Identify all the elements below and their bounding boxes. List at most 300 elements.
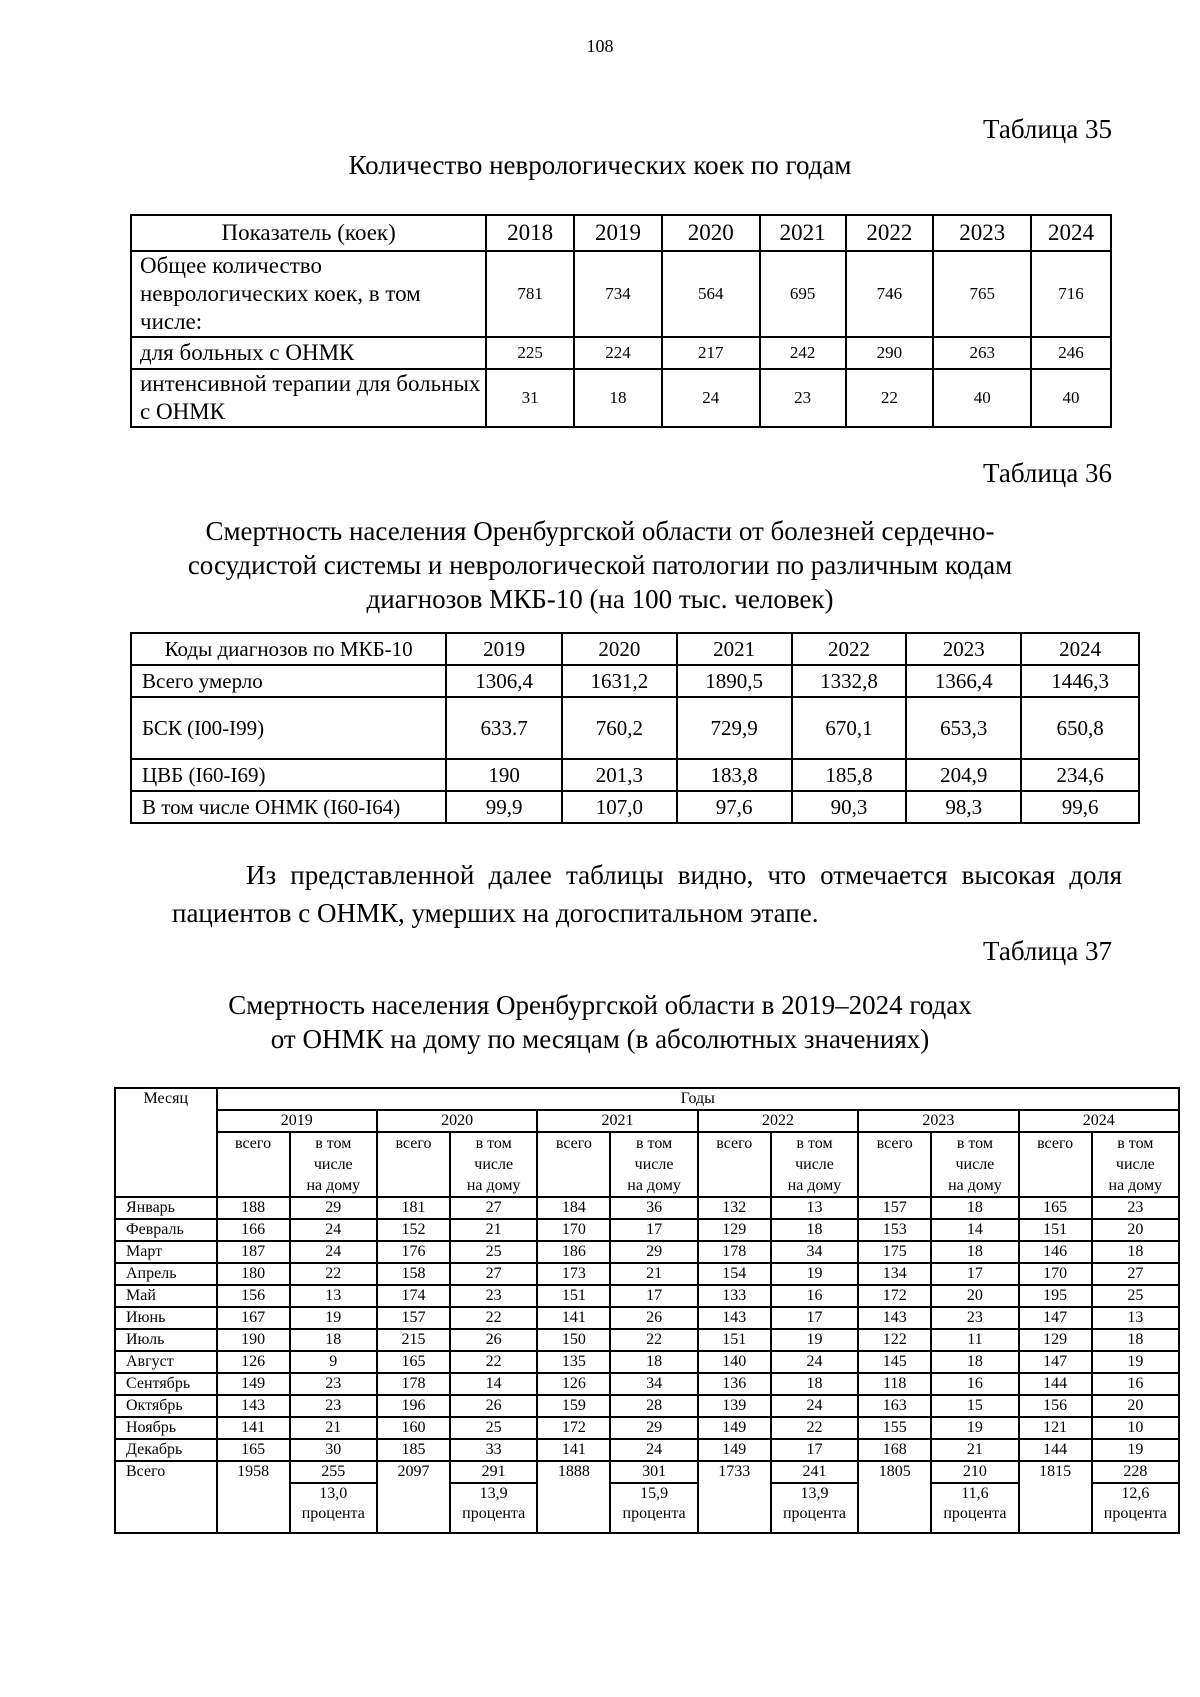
table37-month: Июль (115, 1329, 217, 1351)
table37-cell: 25 (450, 1417, 537, 1439)
table37-cell: 184 (537, 1197, 610, 1219)
table36-cell: 653,3 (906, 697, 1021, 759)
table37-cell: 13 (1092, 1307, 1179, 1329)
table37-cell: 190 (217, 1329, 290, 1351)
table37-row (115, 1417, 1179, 1439)
table37-cell: 20 (931, 1285, 1018, 1307)
table36 (130, 632, 1140, 824)
table37-cell: 151 (1019, 1219, 1092, 1241)
table37-cell: 10 (1092, 1417, 1179, 1439)
table37-row (115, 1219, 1179, 1241)
table37-cell: 154 (698, 1263, 771, 1285)
table36-cell: 650,8 (1021, 697, 1139, 759)
table37-cell: 136 (698, 1373, 771, 1395)
table37-cell: 159 (537, 1395, 610, 1417)
table37-year-header: 2021 (537, 1110, 697, 1132)
table37-cell: 17 (610, 1219, 697, 1241)
table37-total-cell: 1888 (537, 1461, 610, 1533)
table37 (114, 1087, 1180, 1534)
table37-cell: 22 (771, 1417, 858, 1439)
table37-month: Декабрь (115, 1439, 217, 1461)
table37-cell: 27 (450, 1197, 537, 1219)
table35-header-year: 2023 (933, 215, 1031, 251)
table37-sub-home-line: на дому (466, 1177, 521, 1194)
table36-cell: 1446,3 (1021, 665, 1139, 697)
table37-total-cell: 291 (450, 1461, 537, 1483)
table37-cell: 18 (290, 1329, 377, 1351)
table37-cell: 145 (858, 1351, 931, 1373)
table37-cell: 29 (290, 1197, 377, 1219)
table37-sub-home-line: числе (313, 1156, 353, 1173)
table35-cell: 225 (486, 337, 574, 369)
table37-cell: 126 (217, 1351, 290, 1373)
table36-title-line: Смертность населения Оренбургской области от болезней сердечно- (205, 516, 995, 546)
table37-cell: 153 (858, 1219, 931, 1241)
table37-cell: 176 (377, 1241, 450, 1263)
table37-percent-word: процента (622, 1505, 686, 1522)
table35-header-year: 2019 (574, 215, 662, 251)
table37-cell: 18 (931, 1351, 1018, 1373)
table36-header-label: Коды диагнозов по МКБ-10 (131, 633, 446, 665)
table37-cell: 180 (217, 1263, 290, 1285)
table36-header-year: 2024 (1021, 633, 1139, 665)
table35-header-label: Показатель (коек) (131, 215, 486, 251)
table37-sub-home-line: на дому (306, 1177, 361, 1194)
table37-cell: 14 (931, 1219, 1018, 1241)
table37-cell: 146 (1019, 1241, 1092, 1263)
table37-row (115, 1263, 1179, 1285)
table35-cell: 31 (486, 369, 574, 427)
table36-title-line: сосудистой системы и неврологической патологии по различным кодам (187, 550, 1013, 580)
table35-cell: 695 (760, 251, 846, 337)
table37-sub-home-line: числе (795, 1156, 834, 1173)
table36-cell: 107,0 (562, 791, 677, 823)
table37-row (115, 1285, 1179, 1307)
table37-sub-home-line: в том (315, 1135, 352, 1152)
table37-cell: 163 (858, 1395, 931, 1417)
table35-cell: 18 (574, 369, 662, 427)
table37-cell: 23 (290, 1373, 377, 1395)
table36-row-label: ЦВБ (I60-I69) (131, 759, 446, 791)
table37-sub-home-line: на дому (627, 1177, 681, 1194)
table37-cell: 140 (698, 1351, 771, 1373)
table35-row (131, 369, 1111, 427)
table37-year-header: 2020 (377, 1110, 537, 1132)
table35-header-year: 2021 (760, 215, 846, 251)
table37-month: Ноябрь (115, 1417, 217, 1439)
table37-cell: 170 (537, 1219, 610, 1241)
table37-cell: 16 (1092, 1373, 1179, 1395)
table36-cell: 185,8 (792, 759, 907, 791)
table37-cell: 152 (377, 1219, 450, 1241)
table37-cell: 21 (450, 1219, 537, 1241)
table37-cell: 141 (537, 1439, 610, 1461)
table37-row (115, 1373, 1179, 1395)
table35-cell: 781 (486, 251, 574, 337)
table37-cell: 22 (450, 1307, 537, 1329)
table37-cell: 17 (771, 1307, 858, 1329)
table37-cell: 34 (771, 1241, 858, 1263)
table37-total-cell: 2097 (377, 1461, 450, 1533)
table37-cell: 151 (698, 1329, 771, 1351)
table37-cell: 151 (537, 1285, 610, 1307)
table36-number: Таблица 36 (983, 458, 1112, 488)
table37-sub-total: всего (1019, 1132, 1092, 1197)
table36-cell: 760,2 (562, 697, 677, 759)
table35-cell: 40 (933, 369, 1031, 427)
table37-cell: 26 (610, 1307, 697, 1329)
table35-row (131, 251, 1111, 337)
table37-cell: 157 (858, 1197, 931, 1219)
table37-cell: 144 (1019, 1439, 1092, 1461)
table36-header-year: 2023 (906, 633, 1021, 665)
table37-cell: 9 (290, 1351, 377, 1373)
table36-cell: 729,9 (677, 697, 792, 759)
table37-cell: 122 (858, 1329, 931, 1351)
table36-cell: 99,6 (1021, 791, 1139, 823)
table37-percent-word: процента (462, 1505, 526, 1522)
table37-title-line: от ОНМК на дому по месяцам (в абсолютных значениях) (270, 1024, 930, 1054)
table36-row-label: Всего умерло (131, 665, 446, 697)
table37-cell: 13 (771, 1197, 858, 1219)
table37-cell: 36 (610, 1197, 697, 1219)
table37-cell: 11 (931, 1329, 1018, 1351)
table37-percent-word: процента (301, 1505, 365, 1522)
table37-cell: 143 (217, 1395, 290, 1417)
table37-cell: 195 (1019, 1285, 1092, 1307)
table36-cell: 670,1 (792, 697, 907, 759)
table37-cell: 33 (450, 1439, 537, 1461)
table37-total-cell: 210 (931, 1461, 1018, 1483)
table37-percent-value: 13,9 (800, 1485, 829, 1502)
table37-cell: 143 (858, 1307, 931, 1329)
table35-row (131, 337, 1111, 369)
table37-cell: 178 (698, 1241, 771, 1263)
table35-row-label: для больных с ОНМК (131, 337, 486, 369)
table37-cell: 21 (610, 1263, 697, 1285)
table37-year-header: 2019 (217, 1110, 377, 1132)
table37-cell: 23 (450, 1285, 537, 1307)
table37-percent-value: 15,9 (640, 1485, 669, 1502)
table36-title-line: диагнозов МКБ-10 (на 100 тыс. человек) (366, 584, 834, 614)
table37-sub-home-line: на дому (787, 1177, 842, 1194)
table37-cell: 25 (1092, 1285, 1179, 1307)
table37-sub-home-line: числе (955, 1156, 995, 1173)
table35-row-label: Общее количество неврологических коек, в том числе: (131, 251, 486, 337)
table37-title-line: Смертность населения Оренбургской области в 2019–2024 годах (228, 990, 972, 1020)
table35-header-year: 2018 (486, 215, 574, 251)
table37-cell: 196 (377, 1395, 450, 1417)
table37-cell: 186 (537, 1241, 610, 1263)
table37-cell: 149 (698, 1439, 771, 1461)
table37-sub-home-line: на дому (1108, 1177, 1163, 1194)
table37-cell: 19 (290, 1307, 377, 1329)
table37-cell: 15 (931, 1395, 1018, 1417)
table37-cell: 24 (290, 1219, 377, 1241)
table37-percent-value: 11,6 (961, 1485, 989, 1502)
table37-cell: 147 (1019, 1307, 1092, 1329)
table37-cell: 150 (537, 1329, 610, 1351)
table37-sub-home (1092, 1132, 1179, 1197)
table37-cell: 118 (858, 1373, 931, 1395)
table37-cell: 22 (290, 1263, 377, 1285)
table37-year-header: 2024 (1019, 1110, 1179, 1132)
table37-cell: 174 (377, 1285, 450, 1307)
table37-cell: 16 (771, 1285, 858, 1307)
table37-cell: 175 (858, 1241, 931, 1263)
table37-years-header: Годы (217, 1088, 1179, 1110)
table35-cell: 22 (846, 369, 934, 427)
table37-cell: 168 (858, 1439, 931, 1461)
table37-cell: 18 (771, 1219, 858, 1241)
table37-sub-home (771, 1132, 858, 1197)
table37-total-cell: 228 (1092, 1461, 1179, 1483)
table37-row (115, 1307, 1179, 1329)
table35-cell: 217 (662, 337, 760, 369)
table37-total-cell: 1733 (698, 1461, 771, 1533)
table35-cell: 765 (933, 251, 1031, 337)
table37-percent-value: 13,9 (479, 1485, 508, 1502)
table37-cell: 19 (1092, 1439, 1179, 1461)
table37-cell: 139 (698, 1395, 771, 1417)
table37-total-cell: 255 (290, 1461, 377, 1483)
table35-row-label: интенсивной терапии для больных с ОНМК (131, 369, 486, 427)
table37-percent-word: процента (1103, 1505, 1167, 1522)
table37-cell: 23 (1092, 1197, 1179, 1219)
table37-cell: 13 (290, 1285, 377, 1307)
table37-year-header: 2023 (858, 1110, 1018, 1132)
table36-row (131, 665, 1139, 697)
table37-cell: 155 (858, 1417, 931, 1439)
table37-cell: 19 (1092, 1351, 1179, 1373)
table35-cell: 242 (760, 337, 846, 369)
table37-sub-home-line: в том (636, 1135, 673, 1152)
table36-cell: 1890,5 (677, 665, 792, 697)
table37-header-row (115, 1088, 1179, 1110)
table37-sub-home (290, 1132, 377, 1197)
table37-cell: 166 (217, 1219, 290, 1241)
table37-cell: 19 (931, 1417, 1018, 1439)
table37-row (115, 1439, 1179, 1461)
paragraph-line: Из представленной далее таблицы видно, что отмечается высокая доля (246, 860, 1122, 890)
table37-total-cell: 241 (771, 1461, 858, 1483)
page-number: 108 (586, 36, 614, 56)
table37-cell: 135 (537, 1351, 610, 1373)
table37-cell: 187 (217, 1241, 290, 1263)
table36-cell: 204,9 (906, 759, 1021, 791)
table37-percent-cell (931, 1483, 1018, 1533)
table35-cell: 263 (933, 337, 1031, 369)
table37-month: Август (115, 1351, 217, 1373)
table35-cell: 716 (1031, 251, 1111, 337)
table37-percent-value: 12,6 (1121, 1485, 1150, 1502)
table37-cell: 17 (771, 1439, 858, 1461)
table37-row (115, 1329, 1179, 1351)
table37-percent-cell (771, 1483, 858, 1533)
table36-title (150, 514, 1050, 616)
table37-cell: 149 (698, 1417, 771, 1439)
table37-cell: 21 (290, 1417, 377, 1439)
table37-percent-cell (290, 1483, 377, 1533)
table37-cell: 172 (858, 1285, 931, 1307)
table37-cell: 181 (377, 1197, 450, 1219)
table37-cell: 20 (1092, 1395, 1179, 1417)
table35-cell: 23 (760, 369, 846, 427)
table37-month: Февраль (115, 1219, 217, 1241)
table37-sub-home-line: в том (475, 1135, 512, 1152)
table37-cell: 188 (217, 1197, 290, 1219)
table37-cell: 215 (377, 1329, 450, 1351)
table37-total-cell: 1958 (217, 1461, 290, 1533)
table37-sub-home-line: в том (1117, 1135, 1154, 1152)
table37-cell: 24 (290, 1241, 377, 1263)
table37-cell: 34 (610, 1373, 697, 1395)
table37-cell: 18 (931, 1241, 1018, 1263)
table37-sub-home-line: числе (474, 1156, 514, 1173)
table37-sub-total: всего (858, 1132, 931, 1197)
table37-percent-cell (610, 1483, 697, 1533)
table36-cell: 1332,8 (792, 665, 907, 697)
table36-header-year: 2022 (792, 633, 907, 665)
table37-cell: 28 (610, 1395, 697, 1417)
table37-percent-cell (1092, 1483, 1179, 1533)
table37-cell: 157 (377, 1307, 450, 1329)
table36-cell: 97,6 (677, 791, 792, 823)
table37-cell: 167 (217, 1307, 290, 1329)
table36-cell: 183,8 (677, 759, 792, 791)
table37-row (115, 1351, 1179, 1373)
table37-sub-total: всего (698, 1132, 771, 1197)
table37-cell: 18 (610, 1351, 697, 1373)
table37-sub-total: всего (537, 1132, 610, 1197)
table37-sub-total: всего (217, 1132, 290, 1197)
table37-cell: 132 (698, 1197, 771, 1219)
table37-cell: 27 (450, 1263, 537, 1285)
table37-cell: 158 (377, 1263, 450, 1285)
table37-cell: 185 (377, 1439, 450, 1461)
table37-cell: 129 (1019, 1329, 1092, 1351)
table37-sub-home-line: в том (796, 1135, 833, 1152)
table37-percent-word: процента (782, 1505, 847, 1522)
table37-year-row (115, 1110, 1179, 1132)
table37-cell: 23 (931, 1307, 1018, 1329)
table37-cell: 156 (1019, 1395, 1092, 1417)
table36-cell: 1366,4 (906, 665, 1021, 697)
table37-month: Сентябрь (115, 1373, 217, 1395)
table37-cell: 126 (537, 1373, 610, 1395)
table37-total-label: Всего (115, 1461, 217, 1533)
table37-cell: 144 (1019, 1373, 1092, 1395)
table37-cell: 24 (610, 1439, 697, 1461)
table35 (130, 214, 1112, 428)
table37-sub-home-line: числе (634, 1156, 674, 1173)
table37-cell: 21 (931, 1439, 1018, 1461)
table37-total-row (115, 1461, 1179, 1483)
table37-cell: 14 (450, 1373, 537, 1395)
table37-sub-home-line: числе (1115, 1156, 1155, 1173)
table37-cell: 143 (698, 1307, 771, 1329)
table37-month: Январь (115, 1197, 217, 1219)
table35-header-year: 2024 (1031, 215, 1111, 251)
table37-cell: 29 (610, 1417, 697, 1439)
table37-sub-total: всего (377, 1132, 450, 1197)
table37-cell: 18 (931, 1197, 1018, 1219)
table35-header-year: 2022 (846, 215, 934, 251)
table36-cell: 633.7 (446, 697, 562, 759)
table35-cell: 564 (662, 251, 760, 337)
table37-cell: 156 (217, 1285, 290, 1307)
table36-cell: 98,3 (906, 791, 1021, 823)
table37-percent-cell (450, 1483, 537, 1533)
table35-cell: 290 (846, 337, 934, 369)
table37-row (115, 1241, 1179, 1263)
table37-cell: 24 (771, 1395, 858, 1417)
table35-cell: 246 (1031, 337, 1111, 369)
table37-cell: 129 (698, 1219, 771, 1241)
table37-total-cell: 1805 (858, 1461, 931, 1533)
table37-cell: 133 (698, 1285, 771, 1307)
table36-cell: 1631,2 (562, 665, 677, 697)
table36-cell: 99,9 (446, 791, 562, 823)
table35-cell: 746 (846, 251, 934, 337)
table36-header-row (131, 633, 1139, 665)
table37-cell: 30 (290, 1439, 377, 1461)
table37-percent-word: процента (943, 1505, 1007, 1522)
table37-cell: 22 (610, 1329, 697, 1351)
table37-cell: 26 (450, 1329, 537, 1351)
table35-title: Количество неврологических коек по годам (348, 150, 852, 180)
table37-sub-home (931, 1132, 1018, 1197)
table37-cell: 165 (217, 1439, 290, 1461)
table35-cell: 734 (574, 251, 662, 337)
table37-month: Октябрь (115, 1395, 217, 1417)
table37-cell: 18 (771, 1373, 858, 1395)
table35-number: Таблица 35 (983, 114, 1112, 144)
table37-cell: 26 (450, 1395, 537, 1417)
table37-cell: 22 (450, 1351, 537, 1373)
table37-sub-header-row (115, 1132, 1179, 1197)
table37-month: Март (115, 1241, 217, 1263)
table35-cell: 24 (662, 369, 760, 427)
table35-header-year: 2020 (662, 215, 760, 251)
table36-row-label: В том числе ОНМК (I60-I64) (131, 791, 446, 823)
table35-cell: 40 (1031, 369, 1111, 427)
paragraph-line: пациентов с ОНМК, умерших на догоспитальном этапе. (172, 898, 819, 928)
table37-cell: 24 (771, 1351, 858, 1373)
table37-cell: 170 (1019, 1263, 1092, 1285)
table35-header-row (131, 215, 1111, 251)
table37-cell: 18 (1092, 1329, 1179, 1351)
table37-row (115, 1197, 1179, 1219)
table37-sub-home-line: на дому (948, 1177, 1002, 1194)
table37-cell: 27 (1092, 1263, 1179, 1285)
table37-month-header: Месяц (115, 1088, 217, 1197)
table37-total-cell: 1815 (1019, 1461, 1092, 1533)
table37-cell: 160 (377, 1417, 450, 1439)
table37-month: Май (115, 1285, 217, 1307)
table37-row (115, 1395, 1179, 1417)
table37-cell: 149 (217, 1373, 290, 1395)
table37-cell: 29 (610, 1241, 697, 1263)
table37-cell: 19 (771, 1329, 858, 1351)
table37-cell: 172 (537, 1417, 610, 1439)
table36-header-year: 2021 (677, 633, 792, 665)
table37-sub-home-line: в том (956, 1135, 993, 1152)
table36-cell: 190 (446, 759, 562, 791)
table36-row (131, 791, 1139, 823)
table37-cell: 178 (377, 1373, 450, 1395)
table37-cell: 165 (1019, 1197, 1092, 1219)
